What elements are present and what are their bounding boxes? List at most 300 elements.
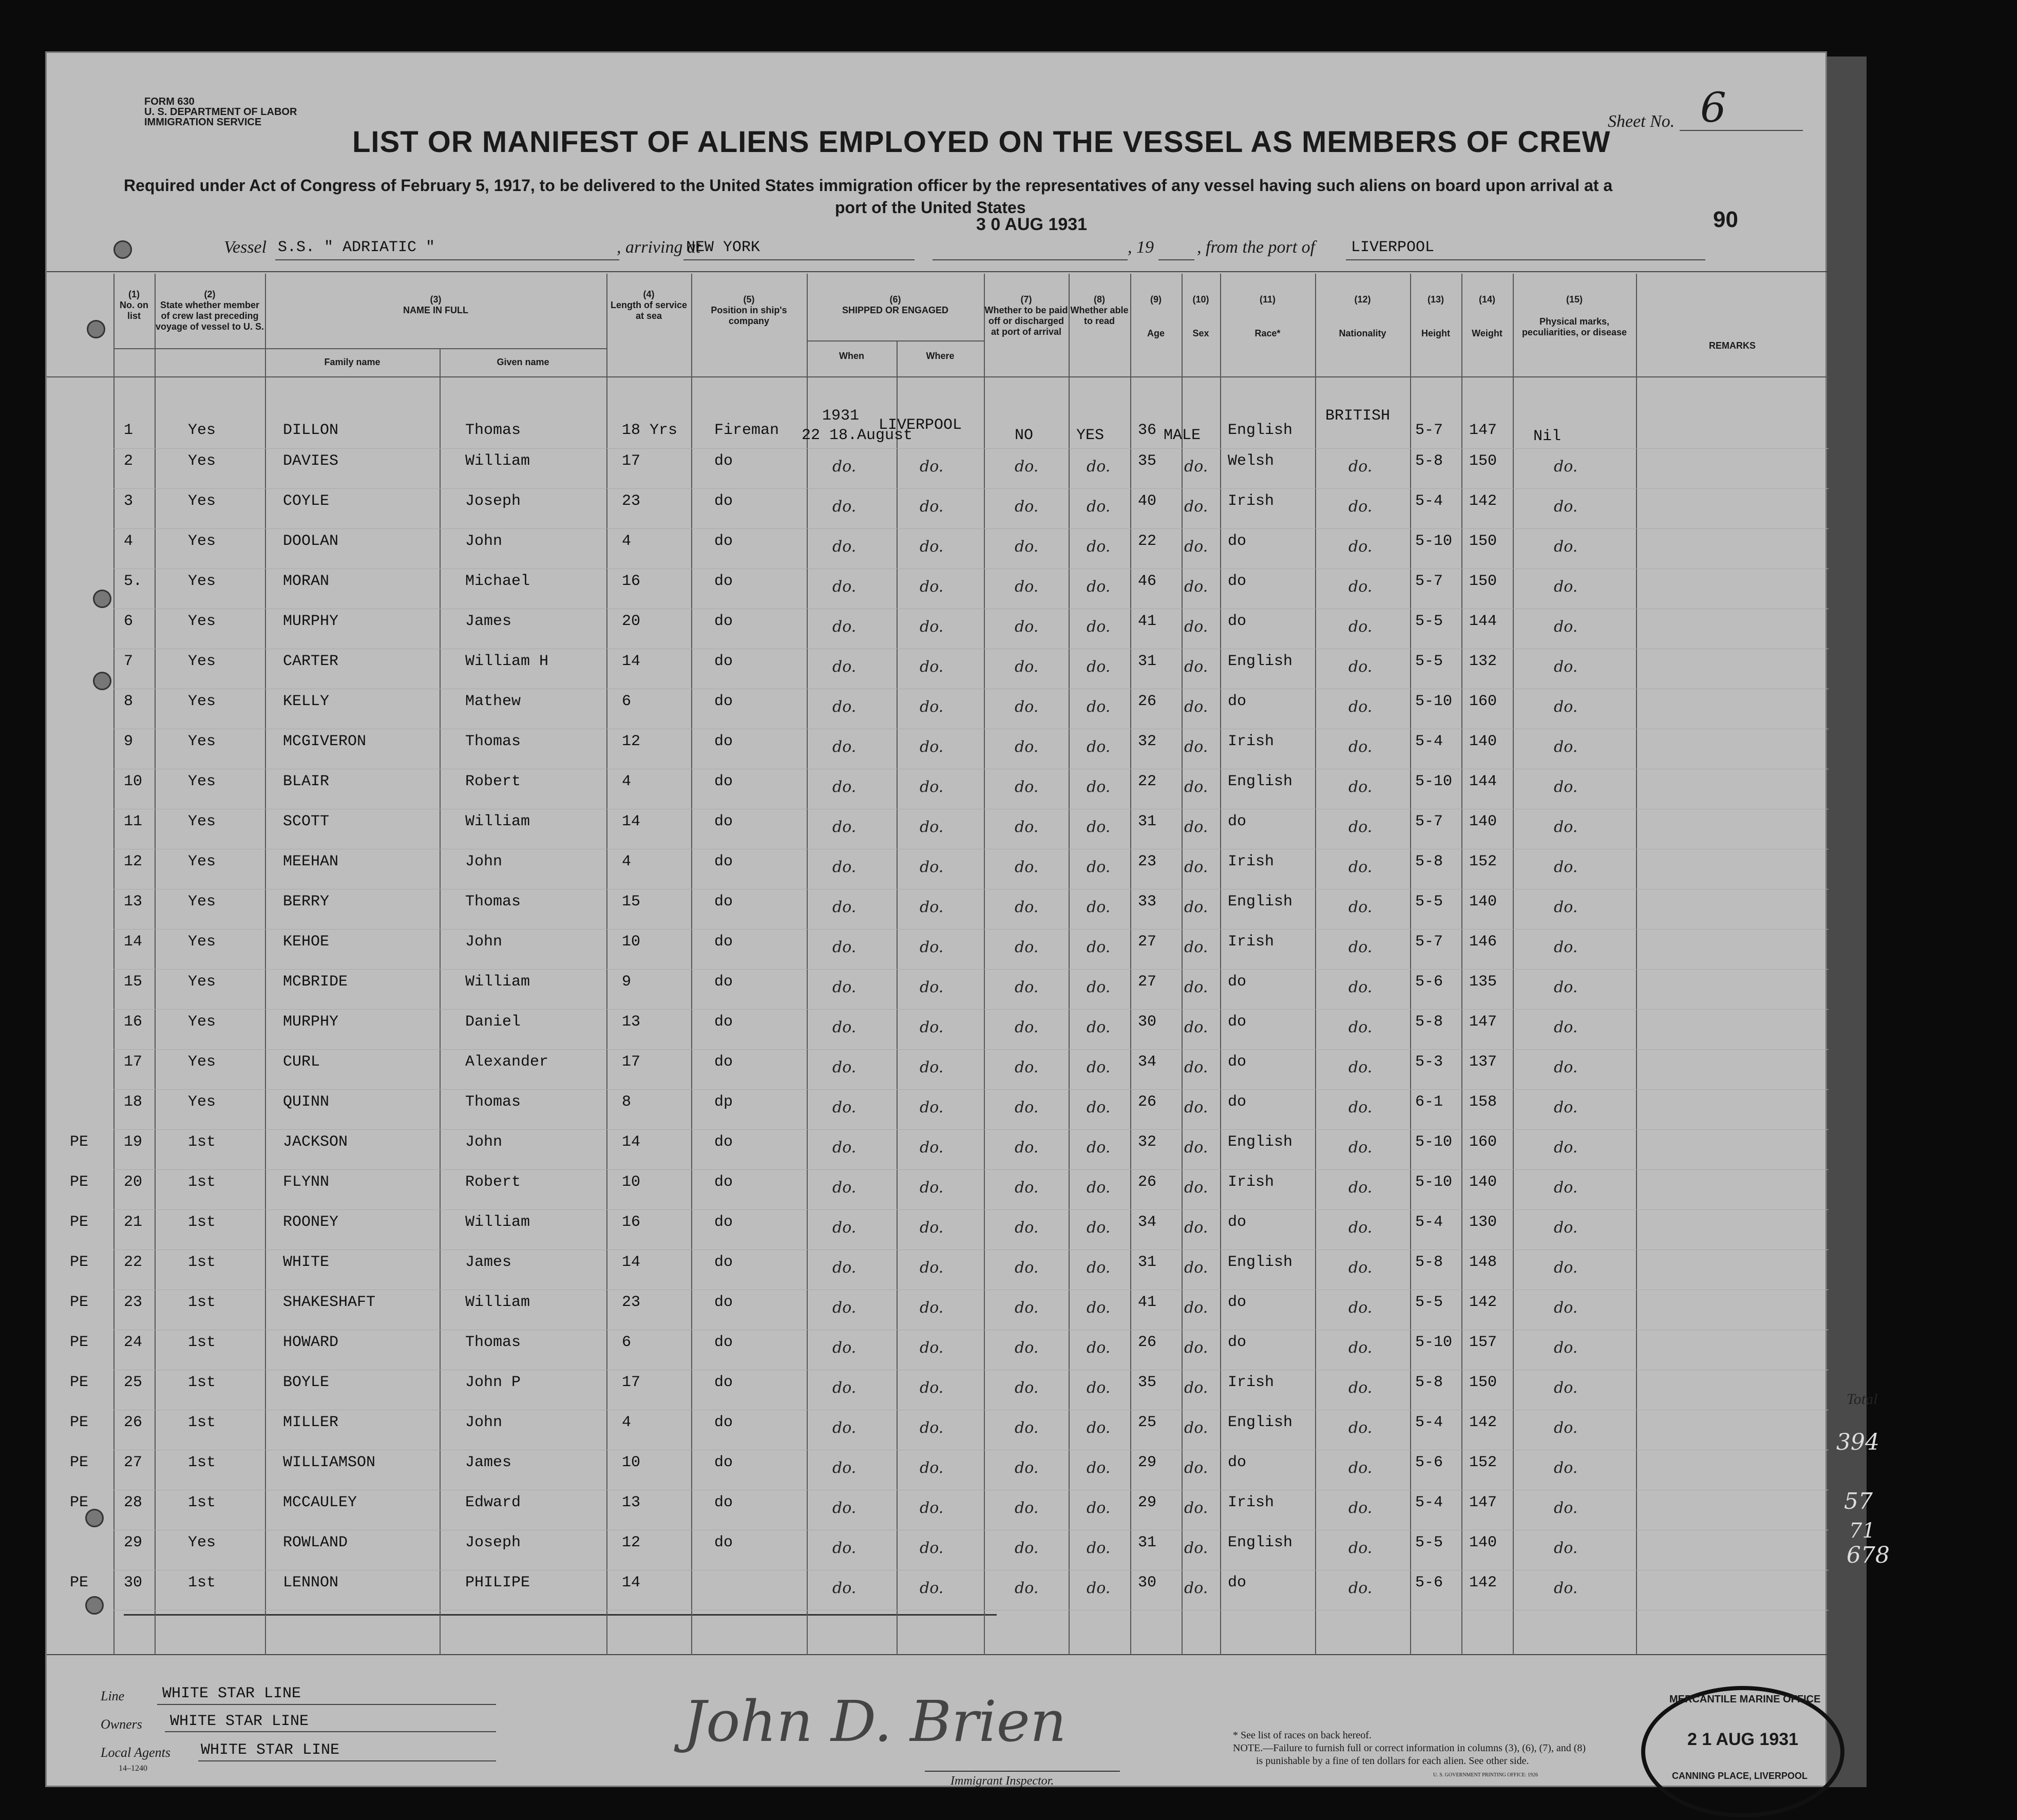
row-rule bbox=[113, 1249, 1829, 1250]
ditto-where: do. bbox=[920, 978, 944, 996]
weight: 140 bbox=[1469, 1173, 1497, 1191]
age: 30 bbox=[1138, 1013, 1157, 1031]
height: 5-6 bbox=[1415, 973, 1443, 991]
ditto-where: do. bbox=[920, 1419, 944, 1437]
ditto-when: do. bbox=[832, 1098, 857, 1116]
department-label: U. S. DEPARTMENT OF LABOR bbox=[144, 106, 297, 118]
previous-voyage: Yes bbox=[188, 653, 216, 670]
weight: 160 bbox=[1469, 1133, 1497, 1151]
given-name: John bbox=[465, 933, 503, 951]
length-of-service: 10 bbox=[622, 1454, 641, 1471]
family-name: KEHOE bbox=[283, 933, 330, 951]
position: do bbox=[714, 973, 733, 991]
family-name: WHITE bbox=[283, 1254, 330, 1271]
row-rule bbox=[113, 1169, 1829, 1170]
height: 5-5 bbox=[1415, 893, 1443, 911]
col-where: Where bbox=[926, 351, 955, 361]
ditto-nationality: do. bbox=[1348, 618, 1373, 636]
length-of-service: 23 bbox=[622, 1294, 641, 1311]
position: do bbox=[714, 1374, 733, 1391]
col-remarks: REMARKS bbox=[1708, 340, 1756, 351]
previous-voyage: Yes bbox=[188, 853, 216, 870]
family-name: DILLON bbox=[283, 422, 339, 439]
family-name: CURL bbox=[283, 1053, 320, 1071]
previous-voyage: 1st bbox=[188, 1254, 216, 1271]
col-7-num: (7) bbox=[1020, 294, 1032, 305]
height: 5-8 bbox=[1415, 1254, 1443, 1271]
ditto-where: do. bbox=[920, 1259, 944, 1277]
position: do bbox=[714, 1214, 733, 1231]
ditto-nationality: do. bbox=[1348, 1179, 1373, 1197]
owners-label: Owners bbox=[101, 1717, 142, 1732]
ditto-read: do. bbox=[1087, 498, 1111, 516]
race: do bbox=[1228, 573, 1247, 590]
race: English bbox=[1228, 653, 1293, 670]
ditto-where: do. bbox=[920, 1219, 944, 1237]
race: do bbox=[1228, 1053, 1247, 1071]
ditto-where: do. bbox=[920, 858, 944, 876]
ditto-when: do. bbox=[832, 938, 857, 956]
ditto-marks: do. bbox=[1554, 698, 1578, 716]
weight: 140 bbox=[1469, 893, 1497, 911]
position: do bbox=[714, 492, 733, 510]
pe-mark: PE bbox=[70, 1214, 89, 1231]
previous-voyage: 1st bbox=[188, 1334, 216, 1351]
ditto-marks: do. bbox=[1554, 1179, 1578, 1197]
given-name: Joseph bbox=[465, 1534, 521, 1551]
ditto-sex: do. bbox=[1184, 578, 1208, 596]
age: 41 bbox=[1138, 613, 1157, 630]
race: Irish bbox=[1228, 1494, 1274, 1511]
ditto-when: do. bbox=[832, 1219, 857, 1237]
age: 40 bbox=[1138, 492, 1157, 510]
race: Irish bbox=[1228, 933, 1274, 951]
previous-voyage: Yes bbox=[188, 533, 216, 550]
note-races: * See list of races on back hereof. bbox=[1233, 1730, 1372, 1741]
age: 27 bbox=[1138, 933, 1157, 951]
vessel-label: Vessel bbox=[224, 238, 267, 257]
ditto-paid-off: do. bbox=[1015, 1579, 1039, 1597]
ditto-read: do. bbox=[1087, 578, 1111, 596]
race: do bbox=[1228, 1093, 1247, 1111]
total-2: 57 bbox=[1844, 1488, 1873, 1514]
col-12-num: (12) bbox=[1354, 294, 1371, 305]
owners-value: WHITE STAR LINE bbox=[170, 1713, 309, 1730]
ditto-when: do. bbox=[832, 1058, 857, 1076]
race: do bbox=[1228, 813, 1247, 830]
ditto-when: do. bbox=[832, 898, 857, 916]
ditto-read: do. bbox=[1087, 458, 1111, 476]
ditto-marks: do. bbox=[1554, 1018, 1578, 1036]
weight: 148 bbox=[1469, 1254, 1497, 1271]
ditto-nationality: do. bbox=[1348, 698, 1373, 716]
given-name: Edward bbox=[465, 1494, 521, 1511]
ditto-marks: do. bbox=[1554, 1058, 1578, 1076]
total-label: Total bbox=[1847, 1391, 1878, 1408]
row-number: 9 bbox=[124, 733, 134, 750]
ditto-marks: do. bbox=[1554, 1459, 1578, 1477]
ditto-where: do. bbox=[920, 778, 944, 796]
age: 32 bbox=[1138, 733, 1157, 750]
weight: 157 bbox=[1469, 1334, 1497, 1351]
race: do bbox=[1228, 1013, 1247, 1031]
length-of-service: 12 bbox=[622, 1534, 641, 1551]
row-number: 19 bbox=[124, 1133, 143, 1151]
col-10-label: Sex bbox=[1192, 328, 1209, 338]
previous-voyage: 1st bbox=[188, 1374, 216, 1391]
race: English bbox=[1228, 893, 1293, 911]
race: do bbox=[1228, 613, 1247, 630]
weight: 130 bbox=[1469, 1214, 1497, 1231]
ditto-when: do. bbox=[832, 858, 857, 876]
given-name: John P bbox=[465, 1374, 521, 1391]
family-name: MILLER bbox=[283, 1414, 339, 1431]
ditto-read: do. bbox=[1087, 818, 1111, 836]
given-name: Joseph bbox=[465, 492, 521, 510]
ditto-where: do. bbox=[920, 578, 944, 596]
position: do bbox=[714, 693, 733, 710]
ditto-read: do. bbox=[1087, 538, 1111, 556]
ditto-marks: do. bbox=[1554, 1259, 1578, 1277]
nationality: BRITISH bbox=[1325, 407, 1391, 425]
ditto-when: do. bbox=[832, 458, 857, 476]
ditto-paid-off: do. bbox=[1015, 1339, 1039, 1357]
family-name: SCOTT bbox=[283, 813, 330, 830]
col-12-label: Nationality bbox=[1339, 328, 1386, 338]
previous-voyage: Yes bbox=[188, 973, 216, 991]
age: 34 bbox=[1138, 1053, 1157, 1071]
length-of-service: 4 bbox=[622, 1414, 632, 1431]
ditto-nationality: do. bbox=[1348, 858, 1373, 876]
row-number: 17 bbox=[124, 1053, 143, 1071]
race: English bbox=[1228, 1254, 1293, 1271]
ditto-paid-off: do. bbox=[1015, 938, 1039, 956]
height: 5-5 bbox=[1415, 1294, 1443, 1311]
ditto-when: do. bbox=[832, 1379, 857, 1397]
printing-office: U. S. GOVERNMENT PRINTING OFFICE: 1926 bbox=[1433, 1772, 1538, 1778]
pe-mark: PE bbox=[70, 1414, 89, 1431]
weight: 132 bbox=[1469, 653, 1497, 670]
ditto-read: do. bbox=[1087, 1299, 1111, 1317]
office-stamp bbox=[1641, 1686, 1844, 1817]
row-number: 30 bbox=[124, 1574, 143, 1591]
ditto-where: do. bbox=[920, 458, 944, 476]
col-1-label: No. on list bbox=[120, 300, 148, 321]
ditto-sex: do. bbox=[1184, 458, 1208, 476]
punch-hole bbox=[85, 1509, 104, 1527]
ditto-nationality: do. bbox=[1348, 1579, 1373, 1597]
inspector-signature: John D. Brien bbox=[683, 1689, 1067, 1754]
given-name: William bbox=[465, 1294, 530, 1311]
height: 5-10 bbox=[1415, 693, 1453, 710]
ditto-paid-off: do. bbox=[1015, 538, 1039, 556]
family-name: MCBRIDE bbox=[283, 973, 348, 991]
row-number: 2 bbox=[124, 452, 134, 470]
height: 5-5 bbox=[1415, 613, 1443, 630]
row-number: 23 bbox=[124, 1294, 143, 1311]
pe-mark: PE bbox=[70, 1494, 89, 1511]
position: do bbox=[714, 1053, 733, 1071]
ditto-read: do. bbox=[1087, 938, 1111, 956]
ditto-read: do. bbox=[1087, 1179, 1111, 1197]
ditto-where: do. bbox=[920, 1499, 944, 1517]
ditto-where: do. bbox=[920, 1379, 944, 1397]
row-number: 21 bbox=[124, 1214, 143, 1231]
race: English bbox=[1228, 422, 1293, 439]
stamp-date: 2 1 AUG 1931 bbox=[1687, 1730, 1799, 1749]
previous-voyage: 1st bbox=[188, 1173, 216, 1191]
ditto-paid-off: do. bbox=[1015, 1419, 1039, 1437]
previous-voyage: 1st bbox=[188, 1494, 216, 1511]
col-13-label: Height bbox=[1421, 328, 1450, 338]
ditto-sex: do. bbox=[1184, 1098, 1208, 1116]
position: do bbox=[714, 773, 733, 790]
ditto-nationality: do. bbox=[1348, 1539, 1373, 1557]
ditto-when: do. bbox=[832, 1459, 857, 1477]
ditto-marks: do. bbox=[1554, 1339, 1578, 1357]
row-rule bbox=[113, 1209, 1829, 1210]
from-port: LIVERPOOL bbox=[1351, 239, 1435, 256]
vessel-name: S.S. " ADRIATIC " bbox=[278, 239, 435, 256]
height: 5-7 bbox=[1415, 573, 1443, 590]
position: do bbox=[714, 733, 733, 750]
length-of-service: 10 bbox=[622, 933, 641, 951]
ditto-paid-off: do. bbox=[1015, 458, 1039, 476]
height: 5-10 bbox=[1415, 773, 1453, 790]
manifest-page bbox=[45, 51, 1890, 1788]
row-rule bbox=[113, 1049, 1829, 1050]
given-name: William bbox=[465, 1214, 530, 1231]
weight: 150 bbox=[1469, 1374, 1497, 1391]
ditto-where: do. bbox=[920, 698, 944, 716]
height: 5-5 bbox=[1415, 1534, 1443, 1551]
ditto-when: do. bbox=[832, 1539, 857, 1557]
ditto-read: do. bbox=[1087, 698, 1111, 716]
age: 41 bbox=[1138, 1294, 1157, 1311]
age: 46 bbox=[1138, 573, 1157, 590]
ditto-when: do. bbox=[832, 1419, 857, 1437]
given-name: William bbox=[465, 813, 530, 830]
pe-mark: PE bbox=[70, 1173, 89, 1191]
ditto-sex: do. bbox=[1184, 1299, 1208, 1317]
ditto-marks: do. bbox=[1554, 578, 1578, 596]
row-number: 29 bbox=[124, 1534, 143, 1551]
previous-voyage: 1st bbox=[188, 1214, 216, 1231]
previous-voyage: Yes bbox=[188, 693, 216, 710]
ditto-paid-off: do. bbox=[1015, 858, 1039, 876]
ditto-marks: do. bbox=[1554, 1499, 1578, 1517]
ditto-where: do. bbox=[920, 538, 944, 556]
race: Irish bbox=[1228, 1374, 1274, 1391]
ditto-nationality: do. bbox=[1348, 738, 1373, 756]
family-name: QUINN bbox=[283, 1093, 330, 1111]
position: do bbox=[714, 1254, 733, 1271]
length-of-service: 9 bbox=[622, 973, 632, 991]
ditto-marks: do. bbox=[1554, 1379, 1578, 1397]
position: do bbox=[714, 1013, 733, 1031]
ditto-read: do. bbox=[1087, 1259, 1111, 1277]
row-number: 5. bbox=[124, 573, 143, 590]
ditto-nationality: do. bbox=[1348, 1058, 1373, 1076]
weight: 147 bbox=[1469, 1494, 1497, 1511]
previous-voyage: 1st bbox=[188, 1294, 216, 1311]
row-number: 25 bbox=[124, 1374, 143, 1391]
given-name: John bbox=[465, 1414, 503, 1431]
col-13-num: (13) bbox=[1427, 294, 1444, 305]
height: 5-7 bbox=[1415, 422, 1443, 439]
height: 5-4 bbox=[1415, 1494, 1443, 1511]
note-fine-1: NOTE.—Failure to furnish full or correct information in columns (3), (6), (7), and (8) bbox=[1233, 1742, 1586, 1754]
weight: 147 bbox=[1469, 1013, 1497, 1031]
ditto-when: do. bbox=[832, 658, 857, 676]
height: 5-6 bbox=[1415, 1574, 1443, 1591]
age: 27 bbox=[1138, 973, 1157, 991]
ditto-where: do. bbox=[920, 1579, 944, 1597]
ditto-marks: do. bbox=[1554, 1579, 1578, 1597]
ditto-sex: do. bbox=[1184, 1419, 1208, 1437]
weight: 144 bbox=[1469, 773, 1497, 790]
row-rule bbox=[113, 969, 1829, 970]
age: 26 bbox=[1138, 1093, 1157, 1111]
weight: 150 bbox=[1469, 452, 1497, 470]
shipped-year: 1931 bbox=[822, 407, 860, 425]
ditto-read: do. bbox=[1087, 618, 1111, 636]
given-name: William bbox=[465, 973, 530, 991]
sex: MALE bbox=[1164, 427, 1201, 444]
ditto-sex: do. bbox=[1184, 898, 1208, 916]
position: do bbox=[714, 573, 733, 590]
row-number: 4 bbox=[124, 533, 134, 550]
col-15-label: Physical marks, peculiarities, or disease bbox=[1521, 316, 1627, 337]
ditto-when: do. bbox=[832, 538, 857, 556]
row-number: 18 bbox=[124, 1093, 143, 1111]
length-of-service: 14 bbox=[622, 1254, 641, 1271]
age: 29 bbox=[1138, 1494, 1157, 1511]
length-of-service: 14 bbox=[622, 653, 641, 670]
race: Welsh bbox=[1228, 452, 1274, 470]
family-name: MURPHY bbox=[283, 1013, 339, 1031]
ditto-sex: do. bbox=[1184, 618, 1208, 636]
weight: 140 bbox=[1469, 813, 1497, 830]
length-of-service: 13 bbox=[622, 1494, 641, 1511]
ditto-sex: do. bbox=[1184, 1459, 1208, 1477]
col-1-num: (1) bbox=[128, 289, 140, 299]
ditto-marks: do. bbox=[1554, 658, 1578, 676]
race: do bbox=[1228, 973, 1247, 991]
previous-voyage: Yes bbox=[188, 813, 216, 830]
height: 5-10 bbox=[1415, 1334, 1453, 1351]
row-number: 11 bbox=[124, 813, 143, 830]
race: do bbox=[1228, 1334, 1247, 1351]
ditto-read: do. bbox=[1087, 1098, 1111, 1116]
ditto-paid-off: do. bbox=[1015, 658, 1039, 676]
ditto-read: do. bbox=[1087, 1539, 1111, 1557]
length-of-service: 15 bbox=[622, 893, 641, 911]
ditto-nationality: do. bbox=[1348, 1018, 1373, 1036]
age: 26 bbox=[1138, 1334, 1157, 1351]
weight: 150 bbox=[1469, 573, 1497, 590]
family-name: ROWLAND bbox=[283, 1534, 348, 1551]
ditto-when: do. bbox=[832, 1299, 857, 1317]
agents-value: WHITE STAR LINE bbox=[201, 1741, 340, 1759]
ditto-marks: do. bbox=[1554, 458, 1578, 476]
col-5-label: Position in ship's company bbox=[711, 305, 787, 326]
pe-mark: PE bbox=[70, 1574, 89, 1591]
ditto-sex: do. bbox=[1184, 1579, 1208, 1597]
given-name: John bbox=[465, 533, 503, 550]
ditto-nationality: do. bbox=[1348, 658, 1373, 676]
age: 23 bbox=[1138, 853, 1157, 870]
line-label: Line bbox=[101, 1689, 125, 1703]
given-name: Thomas bbox=[465, 733, 521, 750]
ditto-when: do. bbox=[832, 578, 857, 596]
ditto-paid-off: do. bbox=[1015, 498, 1039, 516]
family-name: COYLE bbox=[283, 492, 330, 510]
ditto-read: do. bbox=[1087, 1579, 1111, 1597]
ditto-nationality: do. bbox=[1348, 778, 1373, 796]
length-of-service: 16 bbox=[622, 573, 641, 590]
row-number: 1 bbox=[124, 422, 134, 439]
ditto-marks: do. bbox=[1554, 1539, 1578, 1557]
family-name: HOWARD bbox=[283, 1334, 339, 1351]
height: 5-7 bbox=[1415, 813, 1443, 830]
pe-mark: PE bbox=[70, 1254, 89, 1271]
row-rule bbox=[113, 528, 1829, 529]
given-name: Daniel bbox=[465, 1013, 521, 1031]
ditto-read: do. bbox=[1087, 1139, 1111, 1157]
ditto-paid-off: do. bbox=[1015, 738, 1039, 756]
position: do bbox=[714, 853, 733, 870]
height: 5-4 bbox=[1415, 1214, 1443, 1231]
row-number: 3 bbox=[124, 492, 134, 510]
weight: 144 bbox=[1469, 613, 1497, 630]
ditto-read: do. bbox=[1087, 1499, 1111, 1517]
family-name: BERRY bbox=[283, 893, 330, 911]
given-name: Thomas bbox=[465, 1334, 521, 1351]
family-name: FLYNN bbox=[283, 1173, 330, 1191]
age: 29 bbox=[1138, 1454, 1157, 1471]
length-of-service: 10 bbox=[622, 1173, 641, 1191]
weight: 140 bbox=[1469, 733, 1497, 750]
col-11-num: (11) bbox=[1259, 294, 1276, 305]
ditto-sex: do. bbox=[1184, 1259, 1208, 1277]
age: 34 bbox=[1138, 1214, 1157, 1231]
ditto-paid-off: do. bbox=[1015, 1459, 1039, 1477]
previous-voyage: Yes bbox=[188, 733, 216, 750]
ditto-marks: do. bbox=[1554, 778, 1578, 796]
ditto-nationality: do. bbox=[1348, 1098, 1373, 1116]
ditto-when: do. bbox=[832, 1259, 857, 1277]
ditto-when: do. bbox=[832, 1139, 857, 1157]
ditto-nationality: do. bbox=[1348, 1299, 1373, 1317]
age: 30 bbox=[1138, 1574, 1157, 1591]
row-number: 16 bbox=[124, 1013, 143, 1031]
ditto-where: do. bbox=[920, 1098, 944, 1116]
family-name: MCGIVERON bbox=[283, 733, 367, 750]
inspector-label: Immigrant Inspector. bbox=[950, 1774, 1054, 1788]
ditto-nationality: do. bbox=[1348, 538, 1373, 556]
ditto-sex: do. bbox=[1184, 738, 1208, 756]
height: 5-8 bbox=[1415, 452, 1443, 470]
race: English bbox=[1228, 1534, 1293, 1551]
row-number: 27 bbox=[124, 1454, 143, 1471]
pe-mark: PE bbox=[70, 1334, 89, 1351]
family-name: DOOLAN bbox=[283, 533, 339, 550]
ditto-read: do. bbox=[1087, 1018, 1111, 1036]
row-number: 26 bbox=[124, 1414, 143, 1431]
family-name: DAVIES bbox=[283, 452, 339, 470]
family-name: JACKSON bbox=[283, 1133, 348, 1151]
